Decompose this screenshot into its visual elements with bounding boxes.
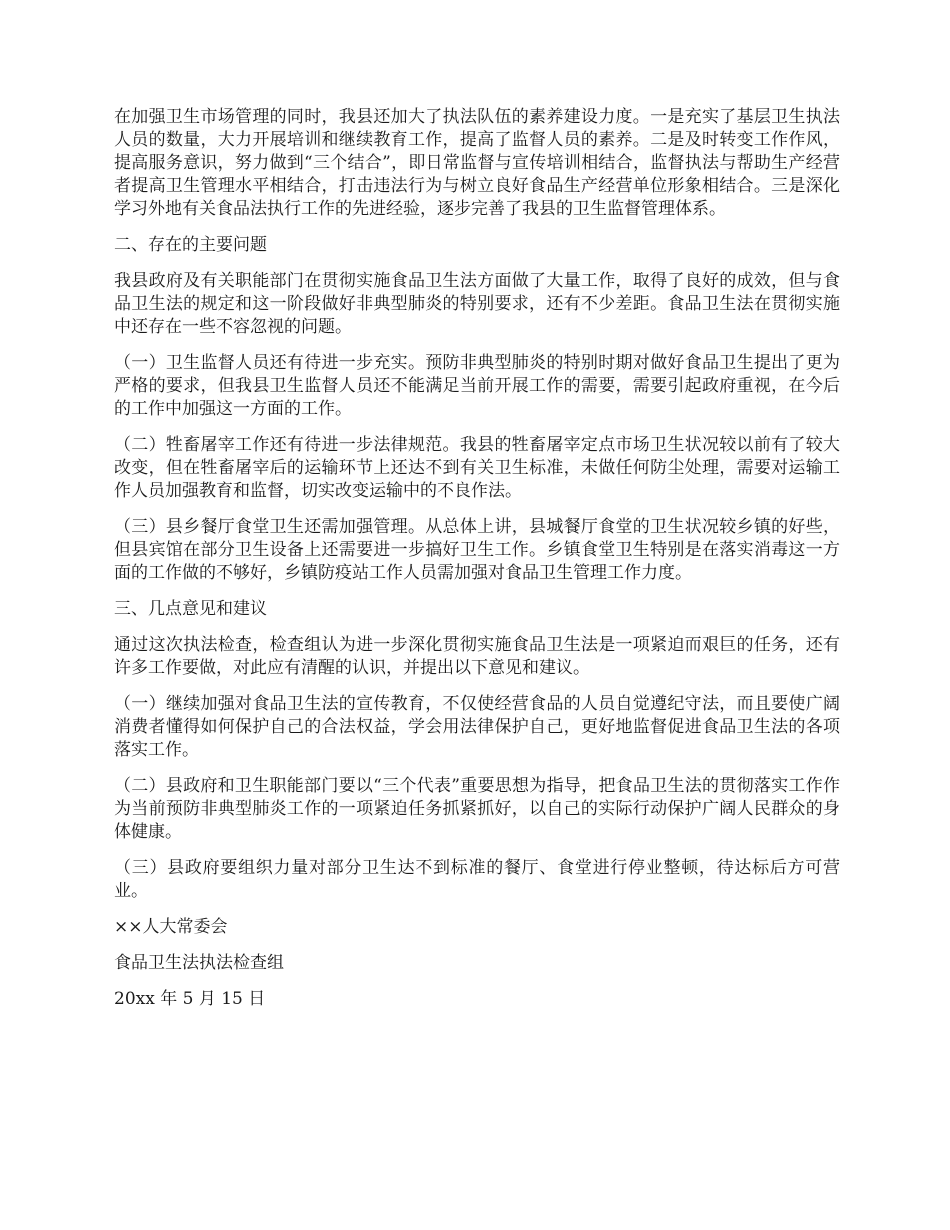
signature-date: 20xx 年 5 月 15 日 [114, 989, 266, 1009]
suggestion-item-2: （二）县政府和卫生职能部门要以“三个代表”重要思想为指导，把食品卫生法的贯彻落实工作作为当前预防非典型肺炎工作的一项紧迫任务抓紧抓好，以自己的实际行动保护广阔人民群众的身体健康。 [114, 776, 840, 842]
section-lead-problems: 我县政府及有关职能部门在贯彻实施食品卫生法方面做了大量工作，取得了良好的成效，但与食品卫生法的规定和这一阶段做好非典型肺炎的特别要求，还有不少差距。食品卫生法在贯彻实施中还存在一些不容忽视的问题。 [114, 271, 840, 337]
section-heading-suggestions: 三、几点意见和建议 [114, 599, 267, 619]
signature-group: 食品卫生法执法检查组 [114, 953, 284, 973]
document-body [114, 106, 840, 1024]
problem-item-2: （二）牲畜屠宰工作还有待进一步法律规范。我县的牲畜屠宰定点市场卫生状况较以前有了较大改变，但在牲畜屠宰后的运输环节上还达不到有关卫生标准，未做任何防尘处理，需要对运输工作人员加强教育和监督，切实改变运输中的不良作法。 [114, 435, 840, 501]
section-heading-problems: 二、存在的主要问题 [114, 235, 267, 255]
signature-org: ××人大常委会 [114, 917, 228, 937]
problem-item-3: （三）县乡餐厅食堂卫生还需加强管理。从总体上讲，县城餐厅食堂的卫生状况较乡镇的好些，但县宾馆在部分卫生设备上还需要进一步搞好卫生工作。乡镇食堂卫生特别是在落实消毒这一方面的工作做的不够好，乡镇防疫站工作人员需加强对食品卫生管理工作力度。 [114, 517, 840, 583]
intro-paragraph: 在加强卫生市场管理的同时，我县还加大了执法队伍的素养建设力度。一是充实了基层卫生执法人员的数量，大力开展培训和继续教育工作，提高了监督人员的素养。二是及时转变工作作风，提高服务意识，努力做到“三个结合”，即日常监督与宣传培训相结合，监督执法与帮助生产经营者提高卫生管理水平相结合，打击违法行为与树立良好食品生产经营单位形象相结合。三是深化学习外地有关食品法执行工作的先进经验，逐步完善了我县的卫生监督管理体系。 [114, 107, 840, 219]
suggestion-item-3: （三）县政府要组织力量对部分卫生达不到标准的餐厅、食堂进行停业整顿，待达标后方可营业。 [114, 858, 840, 901]
suggestion-item-1: （一）继续加强对食品卫生法的宣传教育，不仅使经营食品的人员自觉遵纪守法，而且要使广阔消费者懂得如何保护自己的合法权益，学会用法律保护自己，更好地监督促进食品卫生法的各项落实工作。 [114, 694, 840, 760]
problem-item-1: （一）卫生监督人员还有待进一步充实。预防非典型肺炎的特别时期对做好食品卫生提出了更为严格的要求，但我县卫生监督人员还不能满足当前开展工作的需要，需要引起政府重视，在今后的工作中加强这一方面的工作。 [114, 353, 840, 419]
section-lead-suggestions: 通过这次执法检查，检查组认为进一步深化贯彻实施食品卫生法是一项紧迫而艰巨的任务，还有许多工作要做，对此应有清醒的认识，并提出以下意见和建议。 [114, 635, 840, 678]
